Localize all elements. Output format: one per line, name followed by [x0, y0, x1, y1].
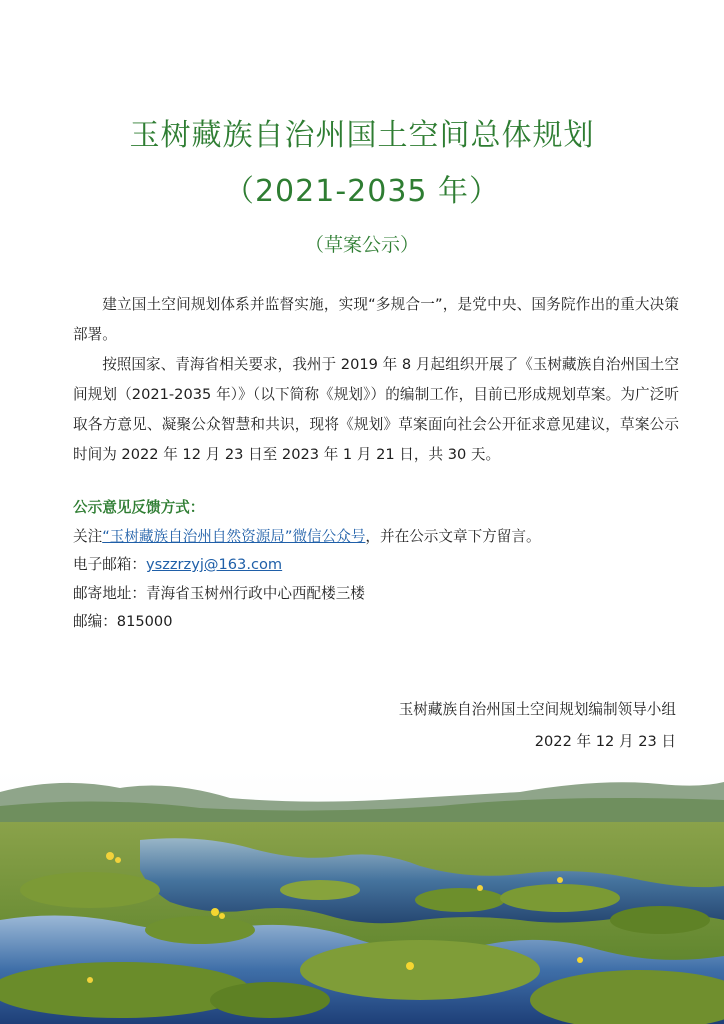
wetland-landscape-image — [0, 770, 724, 1024]
postcode-line — [73, 608, 679, 637]
signature-date: 2022 年 12 月 23 日 — [534, 733, 676, 750]
signature-org: 玉树藏族自治州国土空间规划编制领导小组 — [398, 701, 676, 718]
paragraph-2: 按照国家、青海省相关要求，我州于 2019 年 8 月起组织开展了《玉树藏族自治州国土空间规划（2021-2035 年）》（以下简称《规划》）的编制工作，目前已形成规划草案。为广泛听取各方意见、凝聚公众智慧和共识，现将《规划》草案面向社会公开征求意见建议，草案公示时间为 2022 年 12 月 23 日至 2023 年 1 月 21 日，共 30 天。 — [73, 356, 679, 463]
subtitle: （草案公示） — [304, 234, 419, 256]
wechat-line — [73, 523, 679, 552]
wechat-prefix: 关注 — [73, 527, 103, 545]
wechat-suffix: ，并在公示文章下方留言。 — [365, 527, 541, 545]
address-label: 邮寄地址： — [73, 584, 146, 602]
wechat-link[interactable]: “玉树藏族自治州自然资源局”微信公众号 — [102, 527, 366, 545]
contact-section — [73, 494, 679, 637]
email-link[interactable]: yszzrzyj@163.com — [145, 556, 283, 573]
email-label: 电子邮箱： — [73, 556, 146, 573]
title-period: （2021-2035 年） — [223, 174, 501, 209]
email-line — [73, 551, 679, 580]
postcode-value: 815000 — [116, 613, 173, 630]
paragraph-1: 建立国土空间规划体系并监督实施，实现“多规合一”，是党中央、国务院作出的重大决策部署。 — [73, 296, 679, 343]
address-line — [73, 580, 679, 609]
body-text — [73, 290, 679, 470]
address-value: 青海省玉树州行政中心西配楼三楼 — [145, 584, 365, 602]
contact-heading: 公示意见反馈方式： — [73, 499, 205, 516]
postcode-label: 邮编： — [73, 613, 117, 630]
page-title: 玉树藏族自治州国土空间总体规划 — [129, 118, 595, 153]
signature-block — [399, 694, 676, 758]
